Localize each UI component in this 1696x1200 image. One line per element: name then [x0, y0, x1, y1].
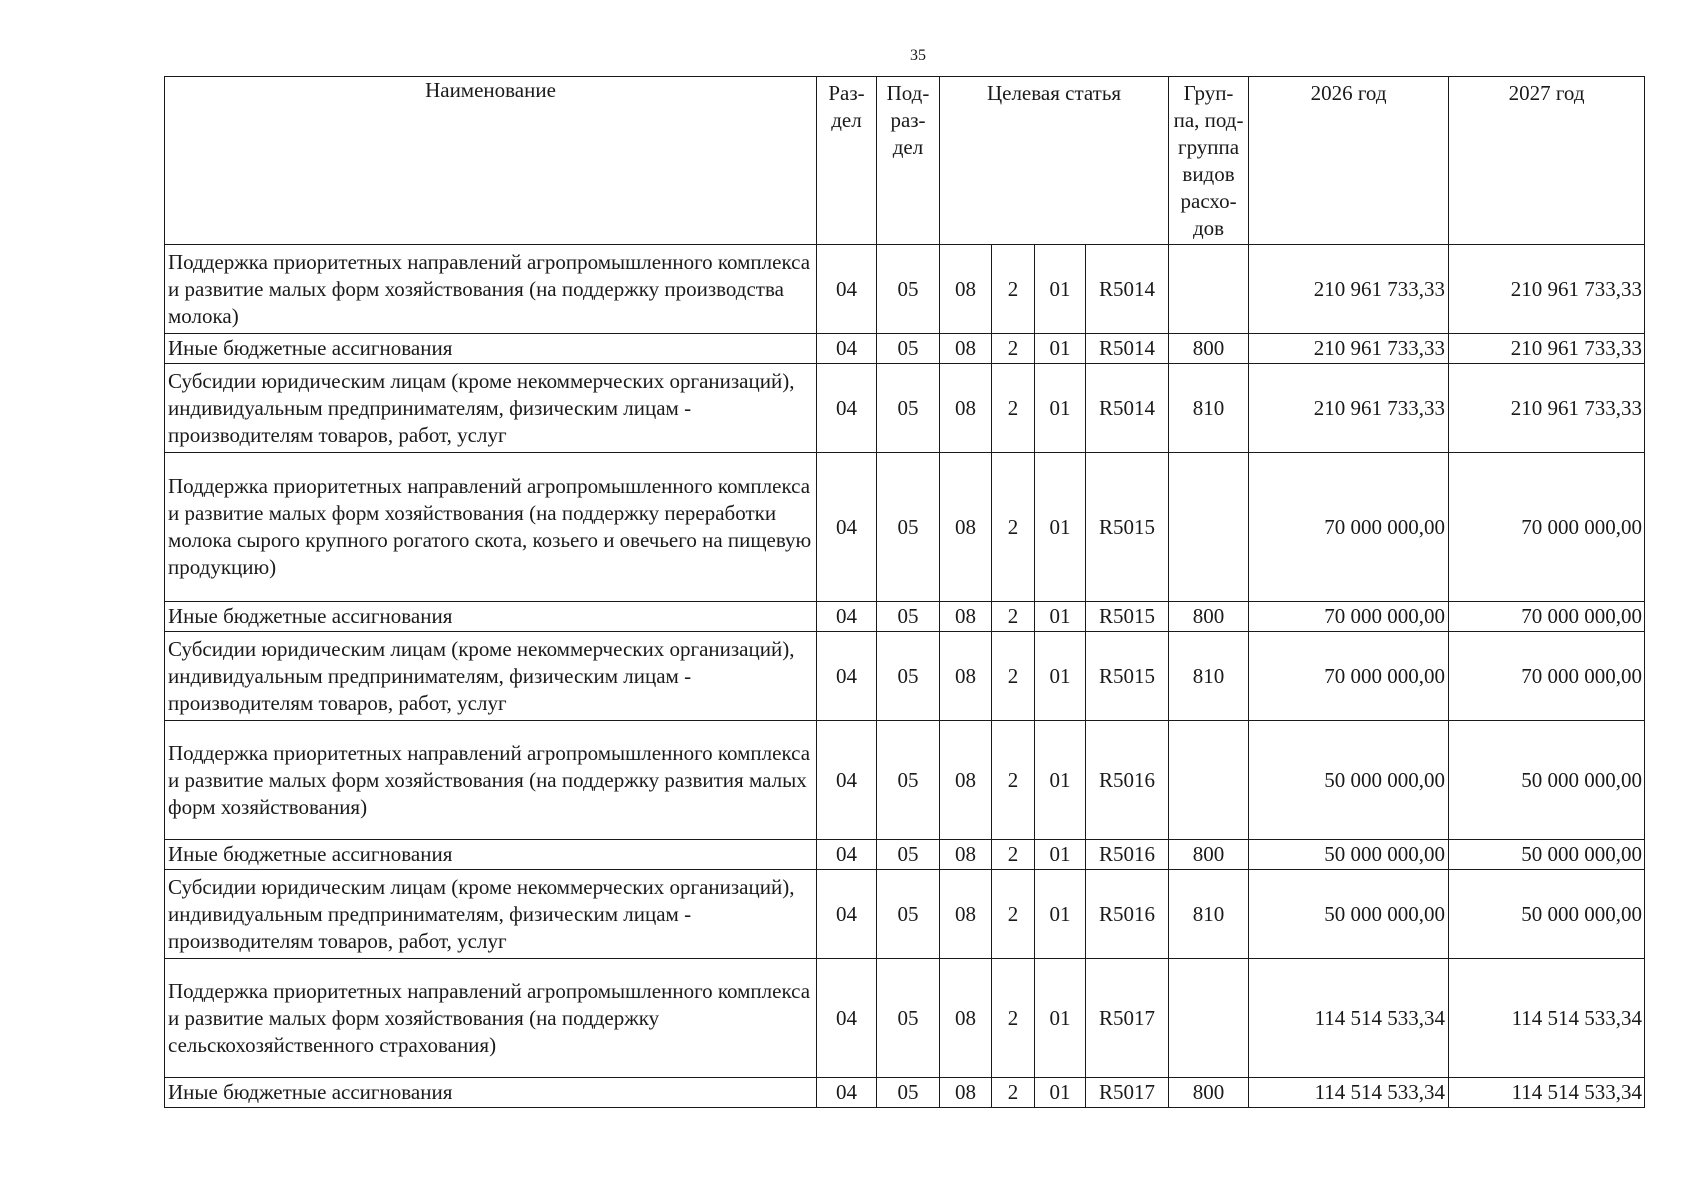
- row-razdel: 04: [817, 334, 877, 364]
- row-target-event: 01: [1035, 1078, 1086, 1108]
- row-amount-2026: 50 000 000,00: [1249, 870, 1449, 959]
- page-number: 35: [910, 47, 926, 64]
- row-name: Иные бюджетные ассигнования: [165, 840, 817, 870]
- row-target-subprogram: 2: [992, 453, 1035, 602]
- row-expense-group: [1169, 453, 1249, 602]
- row-amount-2026: 114 514 533,34: [1249, 1078, 1449, 1108]
- row-podrazdel: 05: [877, 959, 940, 1078]
- row-expense-group: 800: [1169, 840, 1249, 870]
- row-amount-2026: 210 961 733,33: [1249, 334, 1449, 364]
- table-row: [165, 364, 1645, 453]
- row-amount-2027: 50 000 000,00: [1449, 840, 1645, 870]
- row-target-subprogram: 2: [992, 632, 1035, 721]
- header-year-2027: 2027 год: [1449, 77, 1645, 245]
- row-target-subprogram: 2: [992, 602, 1035, 632]
- row-podrazdel: 05: [877, 1078, 940, 1108]
- row-target-code: R5014: [1086, 334, 1169, 364]
- row-amount-2027: 50 000 000,00: [1449, 721, 1645, 840]
- row-target-code: R5015: [1086, 602, 1169, 632]
- row-name: Субсидии юридическим лицам (кроме некоммерческих организаций), индивидуальным предпринимателям, физическим лицам - производителям товаров, работ, услуг: [165, 632, 817, 721]
- row-expense-group: 800: [1169, 1078, 1249, 1108]
- row-amount-2026: 70 000 000,00: [1249, 632, 1449, 721]
- row-name: Иные бюджетные ассигнования: [165, 334, 817, 364]
- row-target-program: 08: [940, 959, 992, 1078]
- row-expense-group: [1169, 959, 1249, 1078]
- row-name: Поддержка приоритетных направлений агропромышленного комплекса и развитие малых форм хозяйствования (на поддержку развития малых форм хозяйствования): [165, 721, 817, 840]
- row-amount-2027: 70 000 000,00: [1449, 602, 1645, 632]
- row-target-subprogram: 2: [992, 870, 1035, 959]
- table-row: [165, 602, 1645, 632]
- table-row: [165, 959, 1645, 1078]
- row-target-program: 08: [940, 721, 992, 840]
- row-amount-2027: 70 000 000,00: [1449, 453, 1645, 602]
- row-podrazdel: 05: [877, 453, 940, 602]
- row-target-program: 08: [940, 453, 992, 602]
- row-target-program: 08: [940, 840, 992, 870]
- row-target-event: 01: [1035, 334, 1086, 364]
- row-podrazdel: 05: [877, 840, 940, 870]
- row-target-subprogram: 2: [992, 364, 1035, 453]
- row-amount-2026: 70 000 000,00: [1249, 602, 1449, 632]
- row-target-subprogram: 2: [992, 1078, 1035, 1108]
- header-year-2026: 2026 год: [1249, 77, 1449, 245]
- row-razdel: 04: [817, 870, 877, 959]
- row-razdel: 04: [817, 959, 877, 1078]
- row-target-program: 08: [940, 245, 992, 334]
- table-body: [165, 245, 1645, 1108]
- row-razdel: 04: [817, 840, 877, 870]
- row-target-code: R5014: [1086, 364, 1169, 453]
- row-amount-2026: 50 000 000,00: [1249, 840, 1449, 870]
- row-name: Иные бюджетные ассигнования: [165, 1078, 817, 1108]
- row-name: Субсидии юридическим лицам (кроме некоммерческих организаций), индивидуальным предпринимателям, физическим лицам - производителям товаров, работ, услуг: [165, 364, 817, 453]
- header-expense-group: Груп- па, под- группа видов расхо- дов: [1169, 77, 1249, 245]
- row-podrazdel: 05: [877, 721, 940, 840]
- row-podrazdel: 05: [877, 245, 940, 334]
- table-row: [165, 721, 1645, 840]
- header-target-article: Целевая статья: [940, 77, 1169, 245]
- row-podrazdel: 05: [877, 632, 940, 721]
- row-razdel: 04: [817, 364, 877, 453]
- row-amount-2027: 50 000 000,00: [1449, 870, 1645, 959]
- table-row: [165, 1078, 1645, 1108]
- row-name: Поддержка приоритетных направлений агропромышленного комплекса и развитие малых форм хозяйствования (на поддержку переработки молока сырого крупного рогатого скота, козьего и овечьего на пищевую продукцию): [165, 453, 817, 602]
- row-podrazdel: 05: [877, 870, 940, 959]
- row-razdel: 04: [817, 602, 877, 632]
- row-target-code: R5016: [1086, 840, 1169, 870]
- row-podrazdel: 05: [877, 364, 940, 453]
- row-razdel: 04: [817, 453, 877, 602]
- row-target-subprogram: 2: [992, 840, 1035, 870]
- row-razdel: 04: [817, 721, 877, 840]
- row-target-code: R5015: [1086, 453, 1169, 602]
- row-target-event: 01: [1035, 870, 1086, 959]
- row-target-event: 01: [1035, 959, 1086, 1078]
- row-expense-group: 800: [1169, 334, 1249, 364]
- row-expense-group: [1169, 721, 1249, 840]
- row-amount-2027: 70 000 000,00: [1449, 632, 1645, 721]
- table-row: [165, 632, 1645, 721]
- row-target-code: R5017: [1086, 1078, 1169, 1108]
- row-target-subprogram: 2: [992, 334, 1035, 364]
- row-razdel: 04: [817, 632, 877, 721]
- row-target-code: R5017: [1086, 959, 1169, 1078]
- table-row: [165, 245, 1645, 334]
- row-razdel: 04: [817, 1078, 877, 1108]
- header-podrazdel: Под- раз- дел: [877, 77, 940, 245]
- row-expense-group: 810: [1169, 870, 1249, 959]
- row-amount-2027: 210 961 733,33: [1449, 364, 1645, 453]
- row-razdel: 04: [817, 245, 877, 334]
- row-amount-2027: 114 514 533,34: [1449, 959, 1645, 1078]
- row-target-program: 08: [940, 632, 992, 721]
- row-target-event: 01: [1035, 602, 1086, 632]
- row-amount-2026: 114 514 533,34: [1249, 959, 1449, 1078]
- row-target-program: 08: [940, 364, 992, 453]
- header-razdel: Раз- дел: [817, 77, 877, 245]
- row-target-program: 08: [940, 870, 992, 959]
- row-expense-group: [1169, 245, 1249, 334]
- row-target-event: 01: [1035, 721, 1086, 840]
- row-expense-group: 800: [1169, 602, 1249, 632]
- table-row: [165, 870, 1645, 959]
- row-target-code: R5014: [1086, 245, 1169, 334]
- row-amount-2027: 210 961 733,33: [1449, 334, 1645, 364]
- row-amount-2026: 210 961 733,33: [1249, 364, 1449, 453]
- row-expense-group: 810: [1169, 632, 1249, 721]
- row-target-subprogram: 2: [992, 245, 1035, 334]
- row-name: Иные бюджетные ассигнования: [165, 602, 817, 632]
- row-amount-2027: 210 961 733,33: [1449, 245, 1645, 334]
- row-amount-2026: 210 961 733,33: [1249, 245, 1449, 334]
- row-target-subprogram: 2: [992, 959, 1035, 1078]
- row-target-event: 01: [1035, 840, 1086, 870]
- row-amount-2027: 114 514 533,34: [1449, 1078, 1645, 1108]
- budget-table: [164, 76, 1645, 1108]
- row-target-program: 08: [940, 602, 992, 632]
- row-target-event: 01: [1035, 453, 1086, 602]
- row-name: Субсидии юридическим лицам (кроме некоммерческих организаций), индивидуальным предпринимателям, физическим лицам - производителям товаров, работ, услуг: [165, 870, 817, 959]
- row-expense-group: 810: [1169, 364, 1249, 453]
- row-target-program: 08: [940, 334, 992, 364]
- row-target-program: 08: [940, 1078, 992, 1108]
- header-name: Наименование: [165, 77, 817, 245]
- row-target-event: 01: [1035, 245, 1086, 334]
- row-amount-2026: 70 000 000,00: [1249, 453, 1449, 602]
- row-target-code: R5016: [1086, 721, 1169, 840]
- row-podrazdel: 05: [877, 602, 940, 632]
- row-target-event: 01: [1035, 364, 1086, 453]
- table-row: [165, 453, 1645, 602]
- row-podrazdel: 05: [877, 334, 940, 364]
- table-row: [165, 840, 1645, 870]
- row-target-code: R5015: [1086, 632, 1169, 721]
- row-name: Поддержка приоритетных направлений агропромышленного комплекса и развитие малых форм хозяйствования (на поддержку производства молока): [165, 245, 817, 334]
- row-target-code: R5016: [1086, 870, 1169, 959]
- table-row: [165, 334, 1645, 364]
- row-name: Поддержка приоритетных направлений агропромышленного комплекса и развитие малых форм хозяйствования (на поддержку сельскохозяйственного страхования): [165, 959, 817, 1078]
- table-header-row: [165, 77, 1645, 245]
- row-target-event: 01: [1035, 632, 1086, 721]
- row-target-subprogram: 2: [992, 721, 1035, 840]
- row-amount-2026: 50 000 000,00: [1249, 721, 1449, 840]
